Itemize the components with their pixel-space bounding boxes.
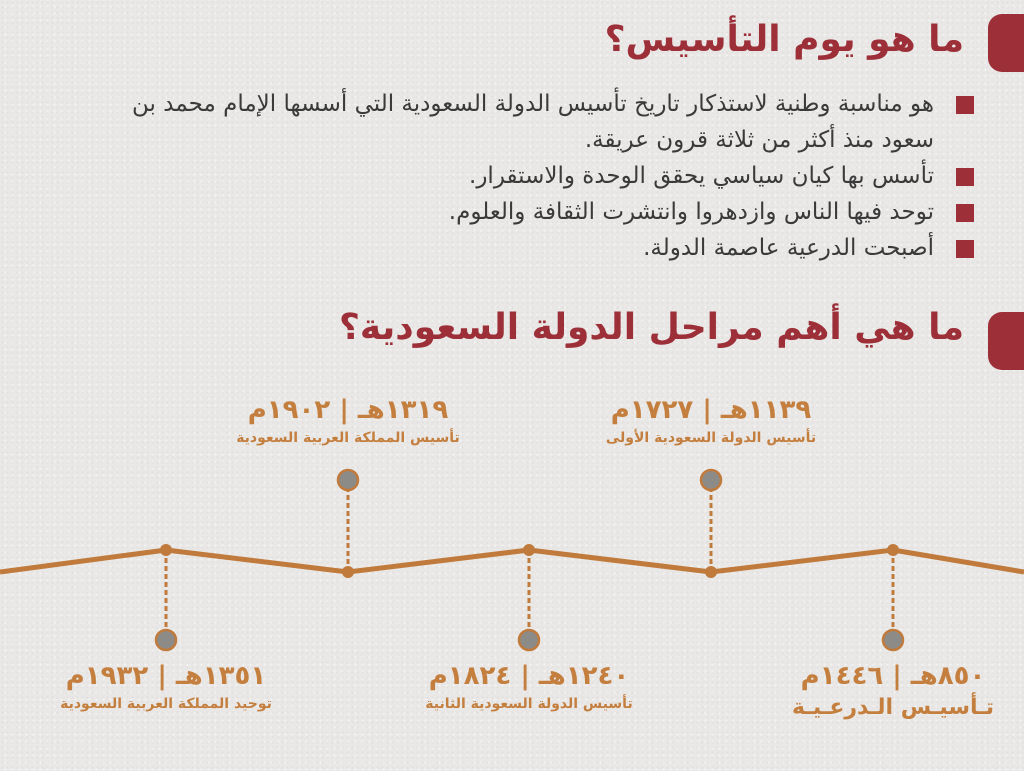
timeline-joint	[160, 544, 172, 556]
timeline-joint	[523, 544, 535, 556]
timeline-node	[519, 630, 539, 650]
timeline-node	[156, 630, 176, 650]
event-label: تأسيس الدولة السعودية الثانية	[425, 696, 633, 712]
event-label: تأسيس المملكة العربية السعودية	[236, 430, 460, 446]
bullet-text: أصبحت الدرعية عاصمة الدولة.	[643, 235, 934, 261]
timeline-node	[338, 470, 358, 490]
timeline-event-kingdom-founding	[198, 394, 498, 448]
timeline-joint	[887, 544, 899, 556]
timeline-node	[883, 630, 903, 650]
bullet-text: تأسس بها كيان سياسي يحقق الوحدة والاستقرار.	[469, 163, 934, 189]
event-date: ١٢٤٠هـ | ١٨٢٤م	[428, 661, 630, 691]
timeline-joint	[342, 566, 354, 578]
timeline-joint	[705, 566, 717, 578]
timeline-line	[0, 550, 1024, 572]
timeline-event-first-state	[561, 394, 861, 448]
timeline-event-diriyah	[743, 660, 1024, 722]
event-label: تأسيس الدولة السعودية الأولى	[605, 430, 817, 446]
section-heading-stages: ما هي أهم مراحل الدولة السعودية؟	[339, 307, 964, 348]
event-date: ١١٣٩هـ | ١٧٢٧م	[610, 395, 812, 425]
timeline-node	[701, 470, 721, 490]
timeline-event-second-state	[379, 660, 679, 714]
event-date: ٨٥٠هـ | ١٤٤٦م	[800, 661, 986, 691]
timeline-event-unification	[16, 660, 316, 714]
event-date: ١٣٥١هـ | ١٩٣٢م	[65, 661, 267, 691]
event-date: ١٣١٩هـ | ١٩٠٢م	[247, 395, 449, 425]
section-heading-founding-day: ما هو يوم التأسيس؟	[604, 19, 964, 60]
bullet-text: توحد فيها الناس وازدهروا وانتشرت الثقافة والعلوم.	[448, 199, 934, 225]
event-label: توحيد المملكة العربية السعودية	[60, 696, 272, 712]
event-label: تـأسيـس الـدرعـيـة	[791, 695, 995, 720]
bullet-text: هو مناسبة وطنية لاستذكار تاريخ تأسيس الدولة السعودية التي أسسها الإمام محمد بن سعود منذ أكثر من ثلاثة قرون عريقة.	[132, 91, 934, 153]
